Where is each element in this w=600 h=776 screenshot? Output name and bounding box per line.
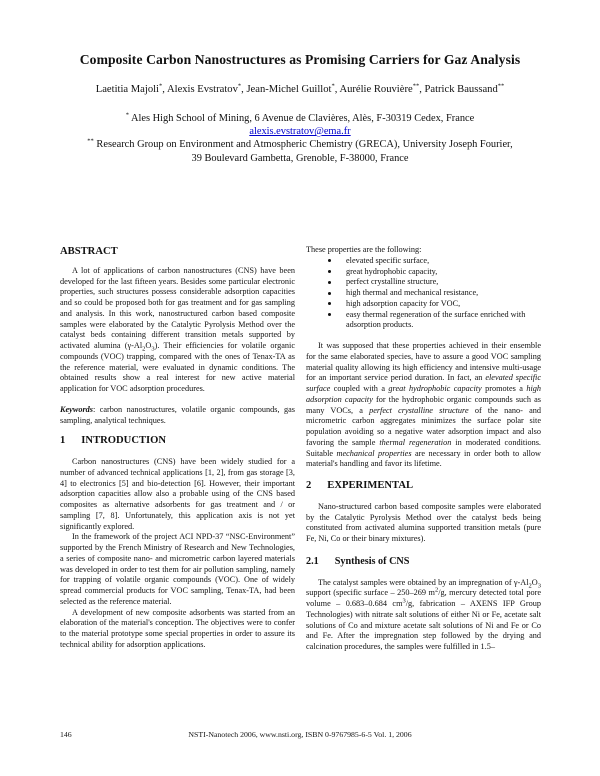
properties-list [306,256,541,331]
experimental-paragraph: Nano-structured carbon based composite samples were elaborated by the Catalytic Pyrolysis Method over the catalyst beds being constituted from activated alumina supported transition metals (pure Fe, Ni, Co or their binary mixtures). [306,501,541,543]
author-mark: * [331,82,335,90]
intro-paragraph-2: In the framework of the project ACI NPD-37 “NSC-Environment” supported by the French Ministry of Research and New Technologies, a series of composite nano- and micrometric carbon layered materials was developed in order to test them for air pollution sampling, namely for trapping of volatile organic compounds (VOC). One of widely spread commercial products for VOC sampling, Tenax-TA, had been selected as the reference material. [60,532,295,606]
affiliation-second-line2: 39 Boulevard Gambetta, Grenoble, F-38000, France [191,152,409,164]
properties-discussion-paragraph: It was supposed that these properties achieved in their ensemble for the same elaborated species, have to assure a good VOC sampling material quality allowing its high efficiency and intensive multi-usage for an important service period duration. In fact, an elevated specific surface coupled with a great hydrophobic capacity promotes a high adsorption capacity for the hydrophobic organic compounds such as many VOCs, a perfect crystalline structure of the nano- and micrometric carbon aggregates minimizes the surface polar site population avoiding so a negative water adsorption impact and also favoring the sample thermal regeneration in moderated conditions. Suitable mechanical properties are necessary in order both to allow material's handling and favor its lifetime. [306,341,541,469]
list-item: perfect crystalline structure, [306,277,541,288]
author-mark: * [159,82,163,90]
affiliation-first [40,112,560,125]
author-name: Laetitia Majoli [95,84,159,95]
intro-paragraph-1: Carbon nanostructures (CNS) have been widely studied for a number of advanced technical applications [1, 2], from gas storage [3, 4] to electronics [5] and bio-detection [6]. However, their important adsorption capacities allow also a probable using of the CNS based composites as alternative adsorbents for gas treatment and / or sampling [7, 8]. Unfortunately, this application axis is not yet significantly explored. [60,457,295,531]
author-name: Alexis Evstratov [166,84,238,95]
right-column [306,245,541,653]
list-item: elevated specific surface, [306,256,541,267]
author-name: Patrick Baussand [424,84,498,95]
affiliations [40,112,560,165]
author-mark: ** [497,82,505,90]
paper-title: Composite Carbon Nanostructures as Promising Carriers for Gaz Analysis [79,52,521,67]
keywords: Keywords: carbon nanostructures, volatile organic compounds, gas sampling, analytical techniques. [60,404,295,425]
author-name: Aurélie Rouvière [339,84,413,95]
abstract-heading: ABSTRACT [60,246,118,257]
affiliation-mark: ** [87,137,94,145]
list-item: high thermal and mechanical resistance, [306,288,541,299]
author-name: Jean-Michel Guillot [246,84,332,95]
affiliation-text: Ales High School of Mining, 6 Avenue de Clavières, Alès, F-30319 Cedex, France [131,113,475,124]
synthesis-paragraph: The catalyst samples were obtained by an impregnation of $\gamma-Al_2O_3$ support (specific surface – 250–269 $m^2/g$, mercury detected total pore volume – 0.683–0.684 $cm^3/g$, fabrication – AXENS IFP Group Technologies) with nitrate salt solutions of either Ni or Fe, acetate salt solutions of Co and mixture acetate salt solutions of Ni and Fe or Co and Fe. After the impregnation step followed by the drying and calcination procedures, the samples were fulfilled in 1.5– [306,577,541,651]
properties-intro: These properties are the following: [306,245,422,254]
affiliation-mark: * [125,111,129,119]
left-column [60,245,295,651]
list-item: easy thermal regeneration of the surface enriched with adsorption products. [306,310,541,332]
page-number: 146 [60,730,72,739]
intro-paragraph-3: A development of new composite adsorbents was started from an elaboration of the material's conception. The objectives were to confer to the material prototype some special properties in order to assure its technical ability for adsorption applications. [60,607,295,649]
author-email-link[interactable]: alexis.evstratov@ema.fr [249,126,351,138]
abstract-paragraph: A lot of applications of carbon nanostructures (CNS) have been developed for the last fifteen years. Besides some particular electronic properties, such structures possess considerable adsorption capacities and so could be proposed both for gas treatment and for gas sampling and analysis. In this work, nanostructured carbon based composite samples were elaborated by the Catalytic Pyrolysis Method over the catalyst beds containing different transition metals supported by activated alumina $(\gamma-Al_2O_3)$. Their efficiencies for volatile organic compounds (VOC) trapping, compared with the ones of Tenax-TA as the reference material, were evaluated in dynamic conditions. The obtained results show a real interest for new active material application for VOC adsorption procedures. [60,265,295,393]
subsection-heading-synthesis: 2.1 Synthesis of CNS [306,555,410,567]
list-item: high adsorption capacity for VOC, [306,299,541,310]
affiliation-second [40,138,560,151]
affiliation-text: Research Group on Environment and Atmospheric Chemistry (GRECA), University Joseph Fourier, [96,139,513,151]
author-mark: * [237,82,242,90]
author-mark: ** [412,82,420,90]
section-heading-experimental: 2 EXPERIMENTAL [306,480,414,491]
keywords-label: Keywords [60,404,93,414]
section-heading-introduction: 1 INTRODUCTION [60,435,167,447]
list-item: great hydrophobic capacity, [306,267,541,278]
author-list: Laetitia Majoli*, Alexis Evstratov*, Jean-Michel Guillot*, Aurélie Rouvière**, Patrick Baussand** [95,82,505,95]
footer-citation: NSTI-Nanotech 2006, www.nsti.org, ISBN 0-9767985-6-5 Vol. 1, 2006 [188,730,412,739]
